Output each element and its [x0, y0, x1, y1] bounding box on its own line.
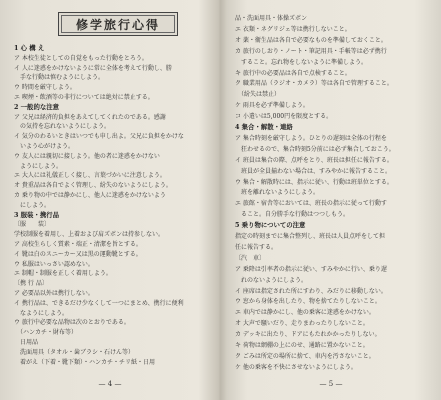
- text-line: ようにしよう。: [14, 162, 63, 170]
- text-line: 〔汽 車〕: [235, 254, 266, 262]
- text-line: オ 大声で騒いだり、走りまわったりしないこと。: [235, 320, 369, 328]
- section-heading: 4 集合・解散・連絡: [235, 123, 293, 131]
- left-page: [0, 0, 220, 400]
- text-line: エ 喫煙・飲酒等の非行については絶対に禁止する。: [14, 94, 154, 101]
- section-heading: 1 心 構 え: [14, 44, 45, 52]
- text-line: ウ 時間を厳守しよう。: [14, 84, 76, 92]
- text-line: イ 靴は白のスニーカー又は黒の運動靴とする。: [14, 250, 142, 258]
- text-line: エ 車内では静かにし、他の乗客に迷惑をかけない。: [235, 309, 375, 317]
- text-line: ウ 集合・解散時には、指示に従い、行動は班単位とする。: [235, 178, 393, 186]
- text-line: ク ごみは所定の場所に捨て、車内を汚さないこと。: [235, 352, 375, 360]
- text-line: 班を離れないようにしよう。: [235, 189, 320, 197]
- text-line: イ 携行品は、できるだけ少なくして一つにまとめ、携行に便利: [14, 299, 184, 307]
- text-line: の気持を忘れないようにしよう。: [14, 123, 111, 131]
- section-heading: 2 一般的な注意: [14, 102, 60, 111]
- text-line: ア 乗降は引率者の指示に従い、すみやかに行い、乗り遅: [235, 265, 387, 273]
- section-heading: 3 服装・携行品: [14, 210, 60, 219]
- text-line: ア 高校生らしく質素・端正・清潔を旨とする。: [14, 241, 142, 248]
- page-number-right: — 5 —: [319, 380, 343, 388]
- text-line: 〔服 装〕: [14, 221, 51, 229]
- text-line: オ 薬・衛生品は各自で必要なものを準備しておくこと。: [235, 36, 387, 44]
- text-line: 任に報告する。: [235, 243, 278, 251]
- section-heading: 5 乗り物についての注意: [235, 221, 306, 230]
- text-line: いよう心がけよう。: [14, 143, 75, 150]
- text-line: ケ 他の乗客を不快にさせないようにしよう。: [235, 363, 357, 371]
- text-line: オ 貴重品は各自でよく管理し、紛失のないようにしよう。: [14, 182, 172, 190]
- text-line: エ 旅館・宿舎等においては、班長の指示に従って行動す: [235, 200, 387, 208]
- text-line: イ 座席は指定された所にすわり、みだりに移動しない。: [235, 287, 387, 295]
- text-line: 品・洗面用具・体操ズボン: [235, 15, 308, 22]
- text-line: 狂わせるので、集合時刻5分前には必ず集合しておこう。: [235, 145, 395, 153]
- text-line: 洗面用具（タオル・歯ブラシ・石けん等）: [14, 348, 135, 356]
- text-line: なようにしよう。: [14, 309, 69, 317]
- text-line: 日用品: [14, 339, 39, 346]
- text-line: イ 人に迷惑をかけないように常に全体を考えて行動し、勝: [14, 64, 172, 72]
- text-line: 手な行動は慎むようにしよう。: [14, 74, 105, 82]
- text-line: ア 集合時刻を厳守しよう。ひとりの遅刻は全体の行程を: [235, 134, 387, 142]
- text-line: （ハンカチ・財布等）: [14, 329, 78, 337]
- text-line: 学校制服を着用し、上着および肩ズボンは持参しない。: [14, 231, 165, 239]
- text-line: ケ 雨具を必ず準備しよう。: [235, 102, 309, 110]
- text-line: カ デッキに出たり、ドアにもたれかかったりしない。: [235, 331, 381, 339]
- page-number-left: — 4 —: [98, 380, 122, 388]
- text-line: カ 乗り物の中では静かにし、他人に迷惑をかけないよう: [14, 192, 166, 199]
- text-line: ア 父兄は経済的負担をあえてしてくれたのである。感謝: [14, 113, 166, 121]
- text-line: 指定の時刻までに集合整列し、班長は人員点呼をして担: [235, 233, 386, 240]
- text-line: イ 班員は集合の際、点呼をとり、班長は担任に報告する。: [235, 156, 393, 164]
- text-line: ウ 旅行中必要な品物は次のとおりである。: [14, 319, 130, 327]
- text-line: ウ 窓から身体を出したり、物を捨てたりしないこと。: [235, 298, 381, 306]
- text-line: 〔携 行 品〕: [14, 280, 48, 288]
- right-page: [221, 0, 441, 400]
- text-line: エ 制帽・制服を正しく着用しよう。: [14, 270, 112, 278]
- text-line: エ 大人には礼儀正しく接し、言葉づかいに注意しよう。: [14, 172, 166, 180]
- text-line: エ 衣類・ネグリジェ等は携行しないこと。: [235, 25, 351, 33]
- text-line: （紛失は禁止）: [235, 91, 281, 99]
- text-line: ウ 友人には親切に接しよう。他の者に迷惑をかけない: [14, 152, 160, 160]
- text-line: キ 旅行中の必要品は各自で点検すること。: [235, 69, 351, 77]
- text-line: にしよう。: [14, 201, 51, 209]
- text-line: れのないようにしよう。: [235, 276, 308, 284]
- text-line: ク 職業用品（ラジオ・カメラ）等は各自で管理すること。: [235, 80, 393, 88]
- text-line: 班員が全員揃わない場合は、すみやかに報告すること。: [235, 167, 392, 175]
- text-line: キ 荷物は網棚の上にのせ、通路に置かないこと。: [235, 342, 369, 349]
- text-line: カ 旅行のしおり・ノート・筆記用具・手帳等は必ず携行: [235, 47, 387, 55]
- text-line: 着がえ（下着・靴下類）・ハンカチ・チリ紙・日用: [14, 358, 156, 366]
- text-line: ア 必要品以外は携行しない。: [14, 290, 94, 297]
- text-line: ること。自分勝手な行動はつつしもう。: [235, 211, 350, 219]
- title-box: [58, 12, 178, 36]
- text-line: ウ 私服はいっさい認めない。: [14, 260, 94, 268]
- text-line: ア 本校生徒としての自覚をもった行動をとろう。: [14, 54, 148, 62]
- text-line: イ 気分のわるいときはいつでも申し出よ。父兄に負担をかけな: [14, 133, 184, 141]
- text-line: すること。忘れ物をしないように準備しよう。: [235, 58, 368, 66]
- page-title: 修学旅行心得: [75, 17, 160, 32]
- text-line: コ 小遣いは5,000円を限度とする。: [235, 113, 333, 121]
